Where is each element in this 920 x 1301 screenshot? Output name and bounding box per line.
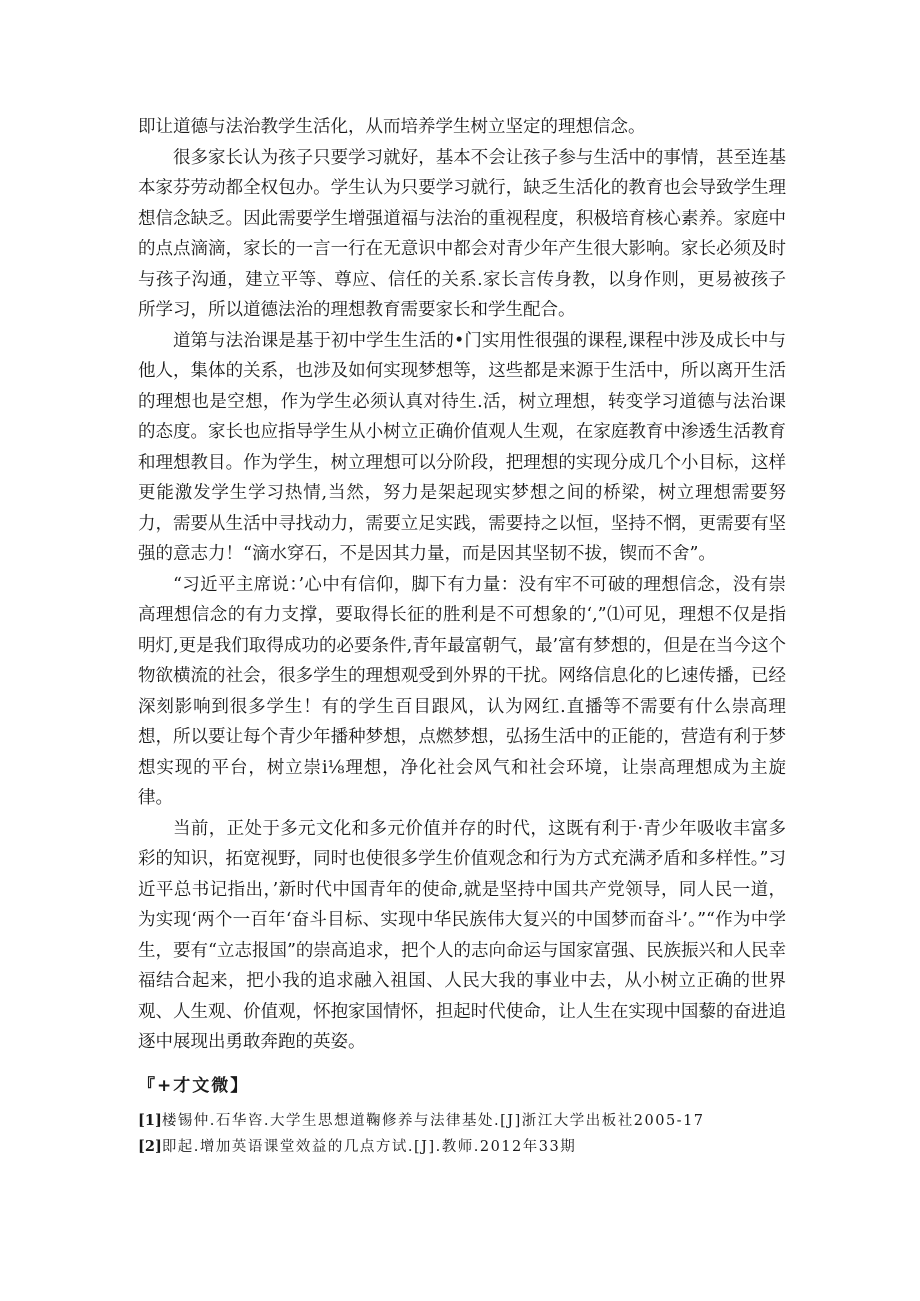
reference-text: 即起.增加英语课堂效益的几点方试.[J].教师.2012年33期 — [161, 1139, 577, 1155]
reference-number: [2] — [138, 1138, 162, 1155]
reference-text: 楼锡仲.石华咨.大学生思想道鞠修养与法律基处.[J]浙江大学出板社2005-17 — [161, 1113, 705, 1129]
article-body — [138, 112, 786, 1058]
paragraph-5: 当前，正处于多元文化和多元价值并存的时代，这既有利于·青少年吸收丰富多彩的知识，拓宽视野，同时也使很多学生价值观念和行为方式充满矛盾和多样性。”习近平总书记指出，’新时代中国青年的使命,就是坚持中国共产党领导，同人民一道，为实现‘两个一百年‘奋斗目标、实现中华民族伟大复兴的中国梦而奋斗’。”“作为中学生，要有“立志报国”的崇高追求，把个人的志向命运与国家富强、民族振兴和人民幸福结合起来，把小我的追求融入祖国、人民大我的事业中去，从小树立正确的世界观、人生观、价值观，怀抱家国情怀，担起时代使命，让人生在实现中国藜的奋进追逐中展现出勇敢奔跑的英姿。 — [138, 818, 786, 1052]
reference-item-1 — [138, 1108, 786, 1134]
paragraph-1: 即让道德与法治教学生活化，从而培养学生树立坚定的理想信念。 — [138, 117, 646, 137]
reference-item-2 — [138, 1134, 786, 1160]
references-section — [138, 1074, 786, 1160]
references-heading: 『+才文微】 — [138, 1076, 250, 1096]
paragraph-3: 道第与法治课是基于初中学生生活的•门实用性很强的课程,课程中涉及成长中与他人，集体的关系，也涉及如何实现梦想等，这些都是来源于生活中，所以离开生活的理想也是空想，作为学生必须认真对待生.活，树立理想，转变学习道德与法治课的态度。家长也应指导学生从小树立正确价值观人生观，在家庭教育中渗透生活教育和理想教目。作为学生，树立理想可以分阶段，把理想的实现分成几个小目标，这样更能激发学生学习热情,当然，努力是架起现实梦想之间的桥梁，树立理想需要努力，需要从生活中寻找动力，需要立足实践，需要持之以恒，坚持不惘，更需要有坚强的意志力！“滴水穿石，不是因其力量，而是因其坚韧不拔，锲而不舍”。 — [138, 330, 786, 564]
paragraph-4: “习近平主席说：’心中有信仰，脚下有力量：没有牢不可破的理想信念，没有崇高理想信念的有力支撑，要取得长征的胜利是不可想象的‘,”⑴可见，理想不仅是指明灯,更是我们取得成功的必要条件,青年最富朝气，最’富有梦想的，但是在当今这个物欲横流的社会，很多学生的理想观受到外界的干扰。网络信息化的匕速传播，已经深刻影响到很多学生！有的学生百目跟风，认为网红.直播等不需要有什么崇高理想，所以要让每个青少年播种梦想，点燃梦想，弘扬生活中的正能的，营造有利于梦想实现的平台，树立崇i⅛理想，净化社会风气和社会环境，让崇高理想成为主旋律。 — [138, 574, 786, 808]
reference-number: [1] — [138, 1112, 162, 1129]
paragraph-2: 很多家长认为孩子只要学习就好，基本不会让孩子参与生活中的事情，甚至连基本家芬劳动都全权包办。学生认为只要学习就行，缺乏生活化的教育也会导致学生理想信念缺乏。因此需要学生增强道福与法治的重视程度，积极培育核心素养。家庭中的点点滴滴，家长的一言一行在无意识中都会对青少年产生很大影响。家长必须及时与孩子沟通，建立平等、尊应、信任的关系.家长言传身教，以身作则，更易被孩子所学习，所以道德法治的理想教育需要家长和学生配合。 — [138, 147, 786, 320]
